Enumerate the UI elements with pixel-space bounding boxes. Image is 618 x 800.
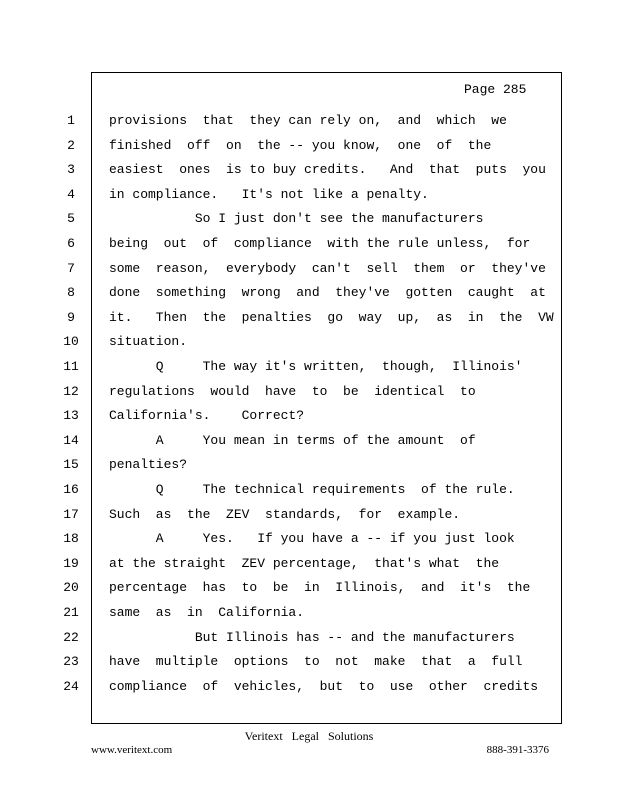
- line-number: 12: [63, 384, 79, 399]
- transcript-line: situation.: [109, 334, 188, 349]
- line-number: 14: [63, 433, 79, 448]
- transcript-line: compliance of vehicles, but to use other credits: [109, 679, 539, 694]
- footer-phone: 888-391-3376: [486, 744, 549, 756]
- line-number: 10: [63, 334, 79, 349]
- line-number: 5: [67, 211, 75, 226]
- transcript-line: being out of compliance with the rule unless, for: [109, 236, 531, 251]
- line-number: 7: [67, 261, 75, 276]
- transcript-line: at the straight ZEV percentage, that's what the: [109, 556, 500, 571]
- line-number: 21: [63, 605, 79, 620]
- line-number: 8: [67, 285, 75, 300]
- transcript-line: A Yes. If you have a -- if you just look: [109, 531, 515, 546]
- line-number: 22: [63, 630, 79, 645]
- transcript-line: in compliance. It's not like a penalty.: [109, 187, 429, 202]
- line-number: 15: [63, 457, 79, 472]
- transcript-line: have multiple options to not make that a full: [109, 654, 523, 669]
- line-number: 18: [63, 531, 79, 546]
- line-number: 2: [67, 138, 75, 153]
- transcript-line: penalties?: [109, 457, 188, 472]
- transcript-line: provisions that they can rely on, and which we: [109, 113, 507, 128]
- transcript-line: easiest ones is to buy credits. And that puts you: [109, 162, 546, 177]
- line-number: 3: [67, 162, 75, 177]
- footer-website: www.veritext.com: [91, 744, 173, 756]
- line-number: 1: [67, 113, 75, 128]
- transcript-line: Q The technical requirements of the rule.: [109, 482, 515, 497]
- line-number: 23: [63, 654, 79, 669]
- page-number: Page 285: [464, 82, 527, 97]
- transcript-line: So I just don't see the manufacturers: [109, 211, 484, 226]
- transcript-line: A You mean in terms of the amount of: [109, 433, 476, 448]
- transcript-line: Q The way it's written, though, Illinois': [109, 359, 523, 374]
- transcript-line: some reason, everybody can't sell them or they've: [109, 261, 546, 276]
- line-number: 13: [63, 408, 79, 423]
- line-number: 11: [63, 359, 79, 374]
- transcript-line: same as in California.: [109, 605, 305, 620]
- transcript-line: done something wrong and they've gotten caught at: [109, 285, 546, 300]
- line-number: 9: [67, 310, 75, 325]
- transcript-line: percentage has to be in Illinois, and it's the: [109, 580, 531, 595]
- footer-company: Veritext Legal Solutions: [244, 729, 374, 743]
- line-number: 6: [67, 236, 75, 251]
- transcript-line: regulations would have to be identical to: [109, 384, 476, 399]
- line-number: 24: [63, 679, 79, 694]
- transcript-line: California's. Correct?: [109, 408, 305, 423]
- line-number: 17: [63, 507, 79, 522]
- line-number: 20: [63, 580, 79, 595]
- line-number: 4: [67, 187, 75, 202]
- transcript-line: it. Then the penalties go way up, as in the VW: [109, 310, 554, 325]
- line-number: 19: [63, 556, 79, 571]
- line-number: 16: [63, 482, 79, 497]
- transcript-line: Such as the ZEV standards, for example.: [109, 507, 461, 522]
- transcript-line: But Illinois has -- and the manufacturers: [109, 630, 515, 645]
- transcript-line: finished off on the -- you know, one of the: [109, 138, 492, 153]
